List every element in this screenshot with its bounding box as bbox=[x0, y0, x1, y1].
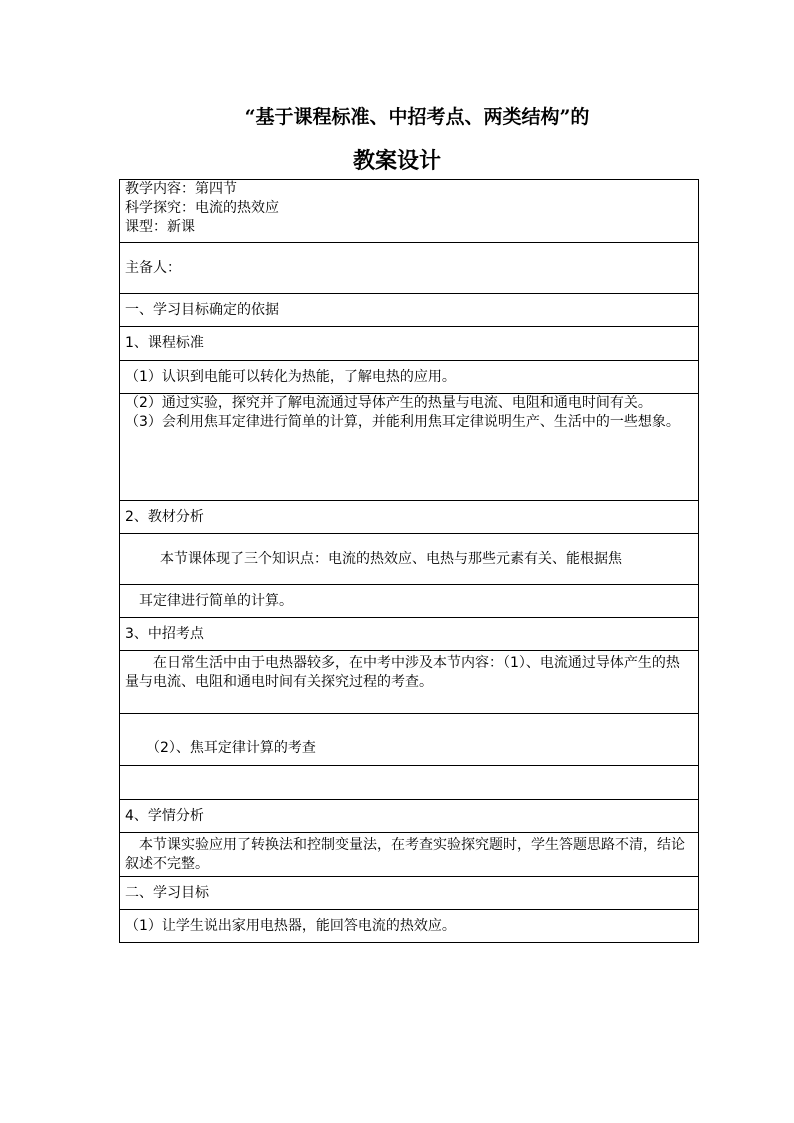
table-row bbox=[120, 714, 699, 766]
lesson-topic-line: 科学探究：电流的热效应 bbox=[125, 200, 279, 216]
table-row bbox=[120, 877, 699, 910]
goals-item-cell: （1）让学生说出家用电热器，能回答电流的热效应。 bbox=[120, 910, 699, 943]
table-row bbox=[120, 501, 699, 534]
empty-cell bbox=[120, 766, 699, 800]
standard-item-2: （2）通过实验，探究并了解电流通过导体产生的热量与电流、电阻和通电时间有关。 bbox=[125, 395, 652, 411]
table-row bbox=[120, 534, 699, 585]
table-row bbox=[120, 327, 699, 361]
table-row bbox=[120, 294, 699, 327]
learner-heading-cell: 4、学情分析 bbox=[120, 800, 699, 833]
table-row bbox=[120, 910, 699, 943]
textbook-analysis-cont-cell: 耳定律进行简单的计算。 bbox=[120, 585, 699, 618]
table-row bbox=[120, 800, 699, 833]
textbook-analysis-cell: 本节课体现了三个知识点：电流的热效应、电热与那些元素有关、能根据焦 bbox=[120, 534, 699, 585]
lesson-content-line: 教学内容：第四节 bbox=[125, 181, 237, 197]
table-row bbox=[120, 180, 699, 243]
exam-item-cell: （2）、焦耳定律计算的考查 bbox=[120, 714, 699, 766]
exam-heading-cell: 3、中招考点 bbox=[120, 618, 699, 651]
standard-item-3: （3）会利用焦耳定律进行简单的计算，并能利用焦耳定律说明生产、生活中的一些想象。 bbox=[125, 414, 680, 430]
preparer-cell: 主备人： bbox=[120, 243, 699, 294]
document-title: “基于课程标准、中招考点、两类结构”的 bbox=[244, 106, 590, 128]
table-row bbox=[120, 243, 699, 294]
lesson-type-line: 课型：新课 bbox=[125, 219, 195, 235]
standard-item-cell: （1）认识到电能可以转化为热能，了解电热的应用。 bbox=[120, 361, 699, 394]
exam-points-cell: 在日常生活中由于电热器较多，在中考中涉及本节内容：（1）、电流通过导体产生的热量与电流、电阻和通电时间有关探究过程的考查。 bbox=[120, 651, 699, 714]
table-row bbox=[120, 766, 699, 800]
document-subtitle: 教案设计 bbox=[352, 148, 441, 174]
lesson-plan-table bbox=[119, 179, 699, 943]
table-row bbox=[120, 361, 699, 394]
table-row bbox=[120, 585, 699, 618]
lesson-info-cell bbox=[120, 180, 699, 243]
textbook-heading-cell: 2、教材分析 bbox=[120, 501, 699, 534]
standard-heading-cell: 1、课程标准 bbox=[120, 327, 699, 361]
table-row bbox=[120, 618, 699, 651]
table-row bbox=[120, 651, 699, 714]
goals-heading-cell: 二、学习目标 bbox=[120, 877, 699, 910]
standard-items-cell bbox=[120, 394, 699, 501]
table-row bbox=[120, 394, 699, 501]
basis-heading-cell: 一、学习目标确定的依据 bbox=[120, 294, 699, 327]
learner-analysis-cell: 本节课实验应用了转换法和控制变量法，在考查实验探究题时，学生答题思路不清，结论叙述不完整。 bbox=[120, 833, 699, 877]
table-row bbox=[120, 833, 699, 877]
